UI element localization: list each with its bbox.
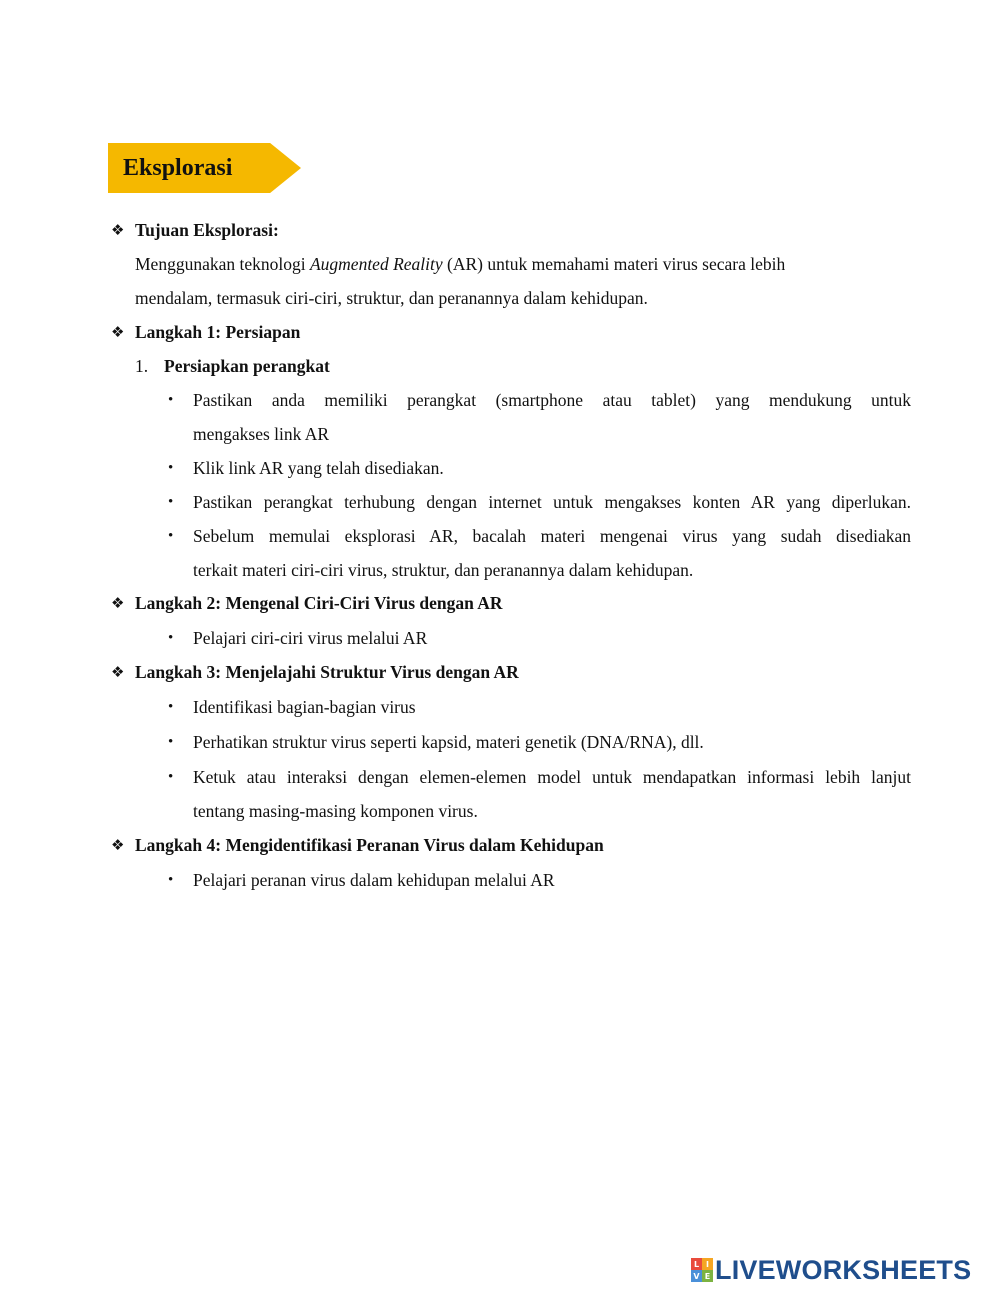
langkah1-heading: Langkah 1: Persiapan: [135, 322, 301, 342]
langkah1-bullet-3: Pastikan perangkat terhubung dengan internet untuk mengakses konten AR yang diperlukan.: [193, 492, 911, 512]
tujuan-text-line2: mendalam, termasuk ciri-ciri, struktur, dan peranannya dalam kehidupan.: [135, 288, 648, 308]
logo-mark-letter: I: [702, 1258, 713, 1270]
langkah3-bullet-2: Perhatikan struktur virus seperti kapsid, materi genetik (DNA/RNA), dll.: [193, 732, 704, 752]
tujuan-text-line1: Menggunakan teknologi Augmented Reality (AR) untuk memahami materi virus secara lebih: [135, 254, 786, 274]
logo-mark-letter: V: [691, 1270, 702, 1282]
langkah1-bullet-4-line1: Sebelum memulai eksplorasi AR, bacalah materi mengenai virus yang sudah disediakan: [193, 526, 911, 546]
langkah3-bullet-3-line2: tentang masing-masing komponen virus.: [193, 801, 478, 821]
diamond-bullet-icon: ❖: [111, 323, 125, 341]
logo-mark-letter: E: [702, 1270, 713, 1282]
bullet-icon: •: [168, 699, 174, 715]
langkah1-sub-number: 1.: [135, 356, 149, 376]
diamond-bullet-icon: ❖: [111, 221, 125, 239]
diamond-bullet-icon: ❖: [111, 836, 125, 854]
langkah1-bullet-2: Klik link AR yang telah disediakan.: [193, 458, 444, 478]
bullet-icon: •: [168, 460, 174, 476]
langkah2-bullet-1: Pelajari ciri-ciri virus melalui AR: [193, 628, 428, 648]
bullet-icon: •: [168, 528, 174, 544]
langkah3-bullet-1: Identifikasi bagian-bagian virus: [193, 697, 416, 717]
bullet-icon: •: [168, 734, 174, 750]
tujuan-heading: Tujuan Eksplorasi:: [135, 220, 279, 240]
logo-mark-letter: L: [691, 1258, 702, 1270]
langkah1-bullet-1-line2: mengakses link AR: [193, 424, 330, 444]
diamond-bullet-icon: ❖: [111, 663, 125, 681]
bullet-icon: •: [168, 769, 174, 785]
langkah1-bullet-4-line2: terkait materi ciri-ciri virus, struktur, dan peranannya dalam kehidupan.: [193, 560, 694, 580]
langkah1-sub-heading: Persiapkan perangkat: [164, 356, 330, 376]
section-title: Eksplorasi: [123, 155, 233, 181]
liveworksheets-mark-icon: [691, 1258, 713, 1282]
bullet-icon: •: [168, 392, 174, 408]
diamond-bullet-icon: ❖: [111, 594, 125, 612]
bullet-icon: •: [168, 494, 174, 510]
bullet-icon: •: [168, 872, 174, 888]
liveworksheets-logo[interactable]: [691, 1256, 971, 1284]
langkah1-bullet-1-line1: Pastikan anda memiliki perangkat (smartphone atau tablet) yang mendukung untuk: [193, 390, 911, 410]
langkah2-heading: Langkah 2: Mengenal Ciri-Ciri Virus dengan AR: [135, 593, 503, 613]
langkah4-bullet-1: Pelajari peranan virus dalam kehidupan melalui AR: [193, 870, 555, 890]
logo-text: LIVEWORKSHEETS: [715, 1254, 972, 1285]
langkah3-heading: Langkah 3: Menjelajahi Struktur Virus dengan AR: [135, 662, 519, 682]
bullet-icon: •: [168, 630, 174, 646]
langkah3-bullet-3-line1: Ketuk atau interaksi dengan elemen-elemen model untuk mendapatkan informasi lebih lanjut: [193, 767, 911, 787]
langkah4-heading: Langkah 4: Mengidentifikasi Peranan Virus dalam Kehidupan: [135, 835, 604, 855]
